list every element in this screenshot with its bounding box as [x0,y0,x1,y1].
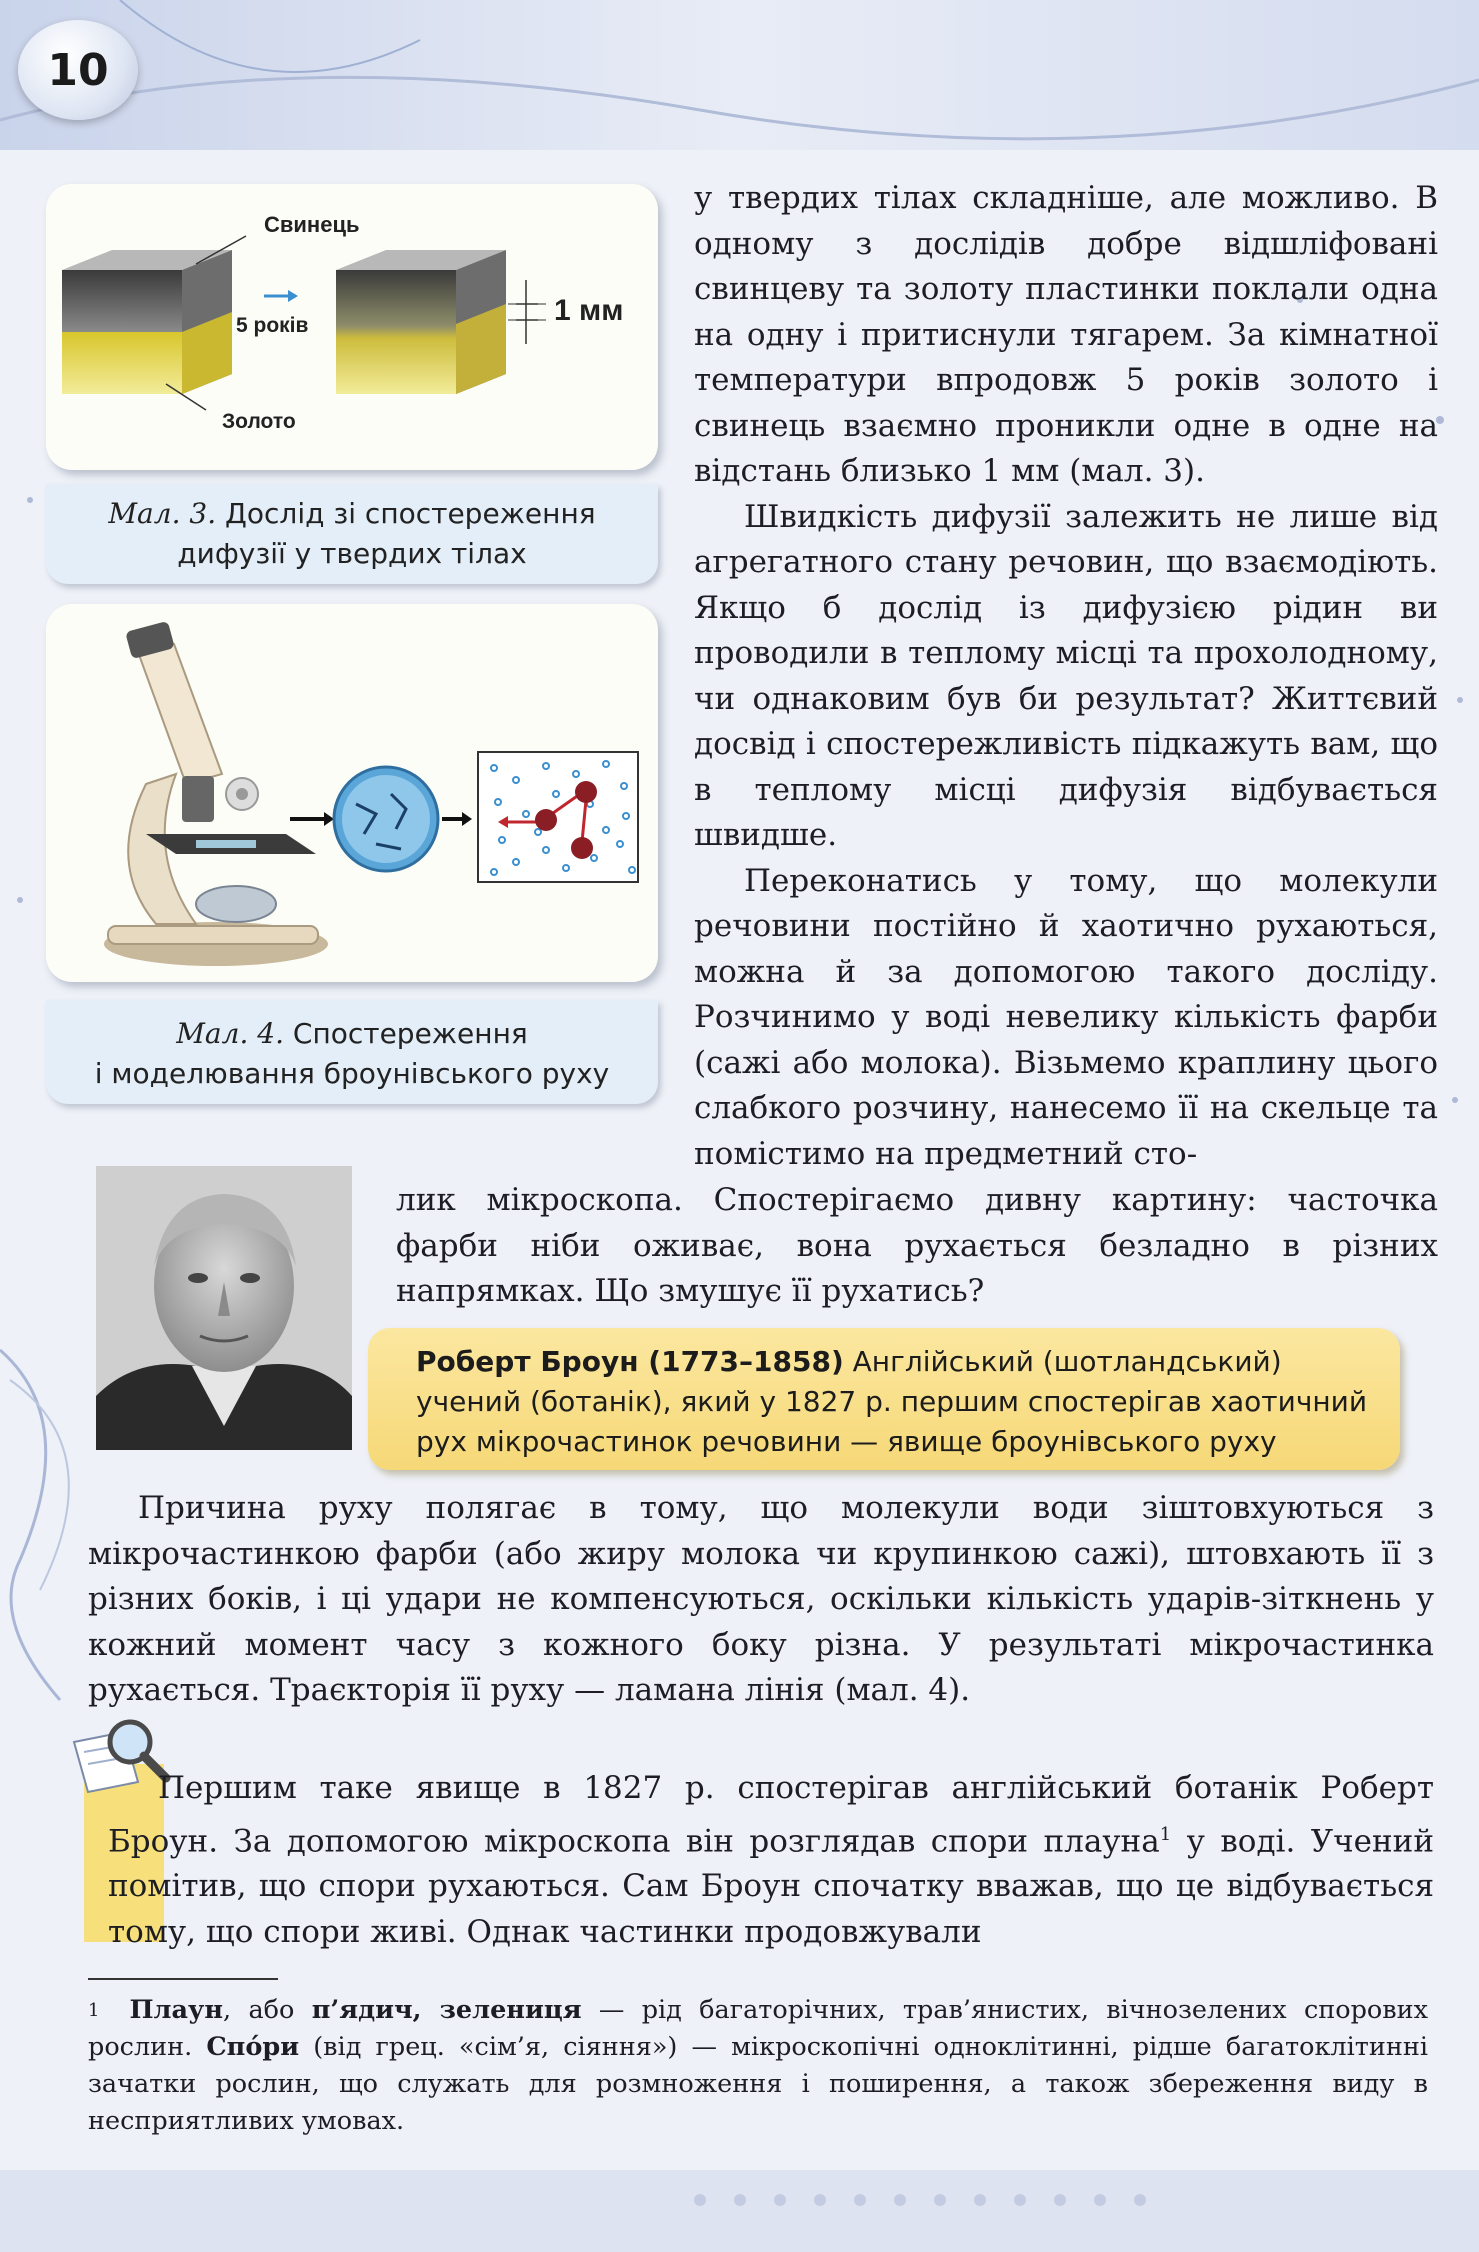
figure-3-number: Мал. 3. [108,497,217,530]
figure-4-caption-line1: Спостереження [292,1017,528,1050]
microscope-brownian-illustration [46,604,658,982]
right-column-text [694,176,1438,1177]
figure-4-caption-line2: і моделювання броунівського руху [94,1057,610,1090]
bio-text: Англійський (шотландський) учений (ботанік), який у 1827 р. першим спостерігав хаотичний рух мікрочастинок речовини — явище броунівського руху [416,1345,1368,1458]
paragraph-experiment: Переконатись у тому, що молекули речовини постійно й хаотично рухаються, можна й за допомогою такого досліду. Розчинимо у воді невелику кількість фарби (сажі або молока). Візьмемо краплину цього слабкого розчину, нанесемо її на скельце та помістимо на предметний сто- [694,862,1438,1172]
diffusion-solids-illustration [46,184,658,470]
figure-3-panel [46,184,658,470]
paragraph-solids: у твердих тілах складніше, але можливо. В одному з дослідів добре відшліфовані свинцеву та золоту пластинки поклали одна на одну і притиснули тягарем. За кімнатної температури впродовж 5 років золото і свинець взаємно проникли одне в одне на відстань близько 1 мм (мал. 3). [694,180,1438,489]
footnote-term-spores: Спо́ри [206,2032,300,2062]
figure-3-caption [46,484,658,584]
footnote-ref: 1 [1159,1823,1172,1845]
history-part2: у воді. Учений помітив, що спори рухаються. Сам Броун спочатку вважав, що це відбувається тому, що спори живі. Однак частинки продовжували [108,1822,1435,1950]
label-gold: Золото [222,410,296,433]
robert-brown-portrait [96,1166,352,1450]
footnote-text-3: (від грец. «сім’я, сіяння») — мікроскопічні одноклітинні, рідше багатоклітинні зачатки рослин, що служать для розмноження і поширення, а також збереження виду в несприятливих умовах. [88,2032,1429,2136]
figure-4-panel [46,604,658,982]
footnote-mark: 1 [88,2000,100,2021]
figure-4-caption [46,1000,658,1104]
footnote-text-2: — рід багаторічних, трав’янистих, вічнозелених спорових рослин. [88,1995,1428,2062]
footnote [88,1992,1428,2140]
figure-3-caption-line1: Дослід зі спостереження [225,497,596,530]
paragraph-observation: лик мікроскопа. Спостерігаємо дивну картину: часточка фарби ніби оживає, вона рухається безладно в різних напрямках. Що змушує її рухатись? [396,1182,1438,1309]
figure-4-number: Мал. 4. [176,1017,284,1050]
paragraph-speed: Швидкість дифузії залежить не лише від агрегатного стану речовин, що взаємодіють. Якщо б дослід із дифузією рідин ви проводили в теплому місці та прохолодному, чи однаковим був би результат? Життєвий досвід і спостережливість підкажуть вам, що в теплому місці дифузія відбувається швидше. [694,498,1438,853]
footnote-text-1: , або [223,1995,312,2025]
label-lead: Свинець [264,212,360,237]
paragraph-cause: Причина руху полягає в тому, що молекули води зіштовхуються з мікрочастинкою фарби (або жиру молока чи крупинкою сажі), штовхають її з різних боків, і ці удари не компенсуються, оскільки кількість ударів-зіткнень у кожний момент часу з кожного боку різна. У результаті мікрочастинка рухається. Траєкторія її руху — ламана лінія (мал. 4). [88,1490,1434,1708]
history-paragraph [108,1766,1434,1955]
footnote-term-plaun: Плаун [129,1995,224,2025]
biography-box [368,1328,1400,1470]
bio-name: Роберт Броун (1773–1858) [416,1345,844,1378]
label-years: 5 років [236,314,309,337]
figure-3-caption-line2: дифузії у твердих тілах [177,537,527,570]
history-part1: Першим таке явище в 1827 р. спостерігав англійський ботанік Роберт Броун. За допомогою мікроскопа він розглядав спори плауна [108,1770,1434,1859]
paragraph-history [108,1766,1434,1955]
footnote-term-synonyms: п’ядич, зелениця [311,1995,582,2025]
page-number: 10 [18,20,138,120]
main-paragraph [88,1486,1434,1714]
label-1mm: 1 мм [554,294,624,327]
footnote-divider [88,1978,278,1980]
microscope-observation-text [396,1178,1438,1315]
